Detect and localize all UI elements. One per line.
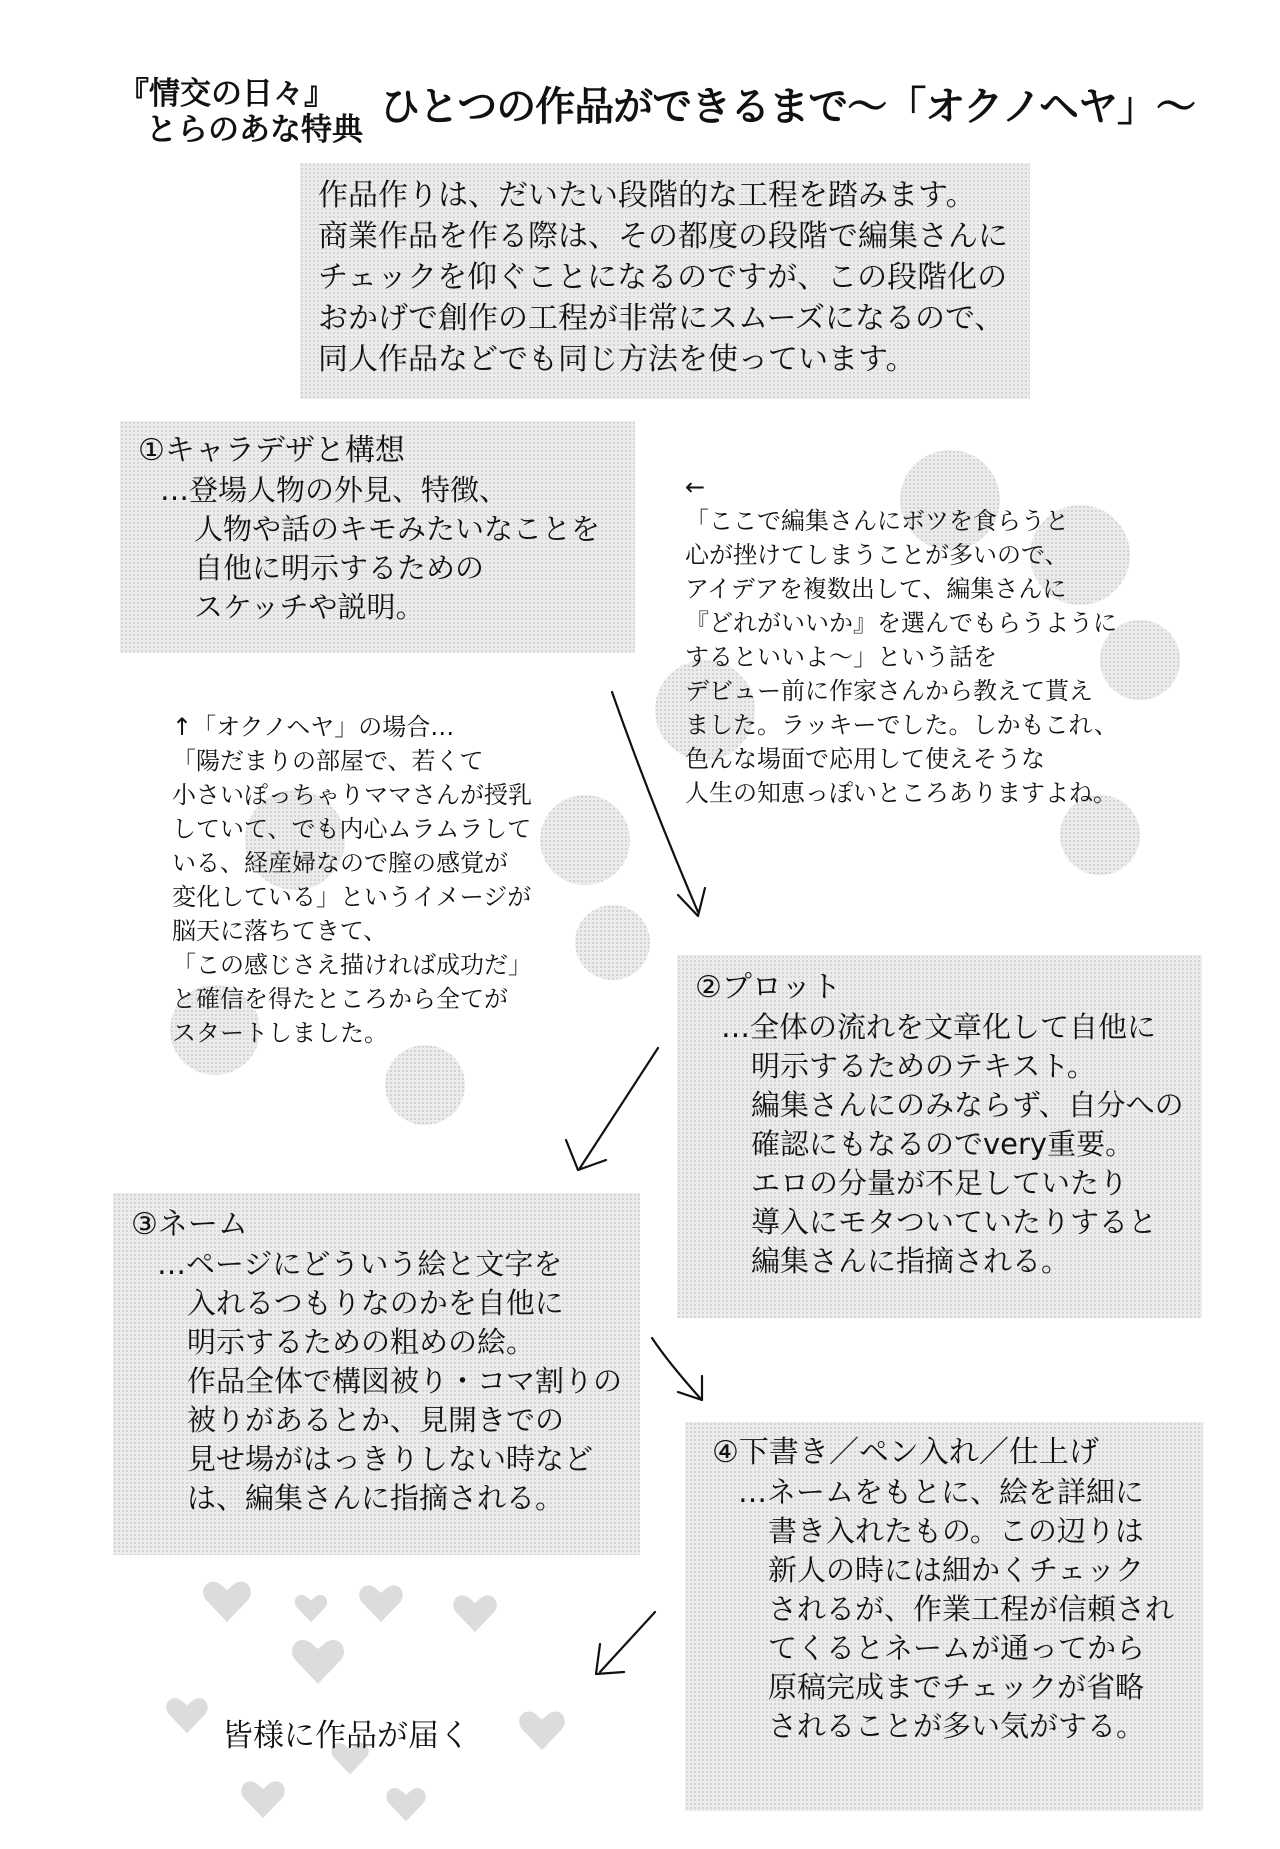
side-note-line: 「この感じさえ描ければ成功だ」 <box>172 951 532 979</box>
step-line: …ページにどういう絵と文字を <box>157 1247 563 1281</box>
step-line: されるが、作業工程が信頼され <box>768 1592 1175 1626</box>
intro-line: チェックを仰ぐことになるのですが、この段階化の <box>318 260 1008 295</box>
step-line: 原稿完成までチェックが省略 <box>768 1670 1145 1704</box>
step-line: 編集さんにのみならず、自分への <box>751 1088 1184 1122</box>
step-line: 自他に明示するための <box>194 551 485 585</box>
arrow-icon <box>612 692 698 912</box>
step-line: 被りがあるとか、見開きでの <box>187 1403 565 1437</box>
arrow-icon <box>580 1048 658 1168</box>
side-note-line: 『どれがいいか』を選んでもらうように <box>685 609 1117 637</box>
header-tag-line: とらのあな特典 <box>146 112 363 148</box>
side-note-line: 小さいぽっちゃりママさんが授乳 <box>172 781 532 809</box>
step-line: 編集さんに指摘される。 <box>751 1244 1071 1278</box>
page-title: ひとつの作品ができるまで〜「オクノヘヤ」〜 <box>380 84 1195 130</box>
intro-line: 作品作りは、だいたい段階的な工程を踏みます。 <box>318 178 976 213</box>
step-line: 見せ場がはっきりしない時など <box>187 1442 594 1476</box>
step-line: 作品全体で構図被り・コマ割りの <box>187 1364 623 1398</box>
step-title: ②プロット <box>695 970 842 1005</box>
side-note-line: スタートしました。 <box>172 1019 388 1047</box>
step-line: てくるとネームが通ってから <box>768 1631 1146 1665</box>
arrow-icon <box>652 1338 700 1398</box>
side-note-line: デビュー前に作家さんから教えて貰え <box>685 677 1093 705</box>
arrow-icon <box>566 1140 606 1170</box>
side-note-line: 色んな場面で応用して使えそうな <box>685 745 1045 773</box>
step-title: ①キャラデザと構想 <box>138 433 405 468</box>
step-line: 書き入れたもの。この辺りは <box>768 1514 1144 1548</box>
step-title: ④下書き／ペン入れ／仕上げ <box>712 1435 1099 1470</box>
intro-line: 同人作品などでも同じ方法を使っています。 <box>318 342 916 377</box>
step-line: 人物や話のキモみたいなことを <box>194 512 601 546</box>
step-line: 導入にモタついていたりすると <box>751 1205 1158 1239</box>
arrow-icon <box>596 1644 624 1674</box>
side-note-line: 人生の知恵っぽいところありますよね。 <box>685 779 1117 807</box>
intro-line: 商業作品を作る際は、その都度の段階で編集さんに <box>318 219 1008 254</box>
step-line: …登場人物の外見、特徴、 <box>160 473 509 507</box>
side-note-line: していて、でも内心ムラムラして <box>172 815 532 843</box>
step-line: されることが多い気がする。 <box>768 1709 1146 1743</box>
step-line: 明示するためのテキスト。 <box>751 1049 1096 1083</box>
step-line: …全体の流れを文章化して自他に <box>721 1010 1157 1044</box>
arrow-icon <box>600 1612 655 1672</box>
step-title: ③ネーム <box>131 1207 248 1242</box>
intro-line: おかげで創作の工程が非常にスムーズになるので、 <box>318 301 1005 336</box>
arrow-icon <box>678 888 705 916</box>
step-line: 確認にもなるのでvery重要。 <box>751 1127 1135 1161</box>
side-note-line: 脳天に落ちてきて、 <box>172 917 388 945</box>
ending-text: 皆様に作品が届く <box>222 1718 470 1754</box>
side-note-line: ← <box>685 473 706 501</box>
side-note-line: 心が挫けてしまうことが多いので、 <box>685 541 1069 569</box>
step-line: は、編集さんに指摘される。 <box>187 1481 565 1515</box>
side-note-line: 変化している」というイメージが <box>172 883 532 911</box>
step-line: 新人の時には細かくチェック <box>768 1553 1145 1587</box>
step-line: スケッチや説明。 <box>194 590 425 624</box>
side-note-line: アイデアを複数出して、編集さんに <box>685 575 1067 603</box>
side-note-line: と確信を得たところから全てが <box>172 985 508 1013</box>
step-line: 入れるつもりなのかを自他に <box>187 1286 564 1320</box>
header-tag-line: 『情交の日々』 <box>118 76 335 112</box>
side-note-line: 「ここで編集さんにボツを食らうと <box>685 507 1069 535</box>
step-line: 明示するための粗めの絵。 <box>187 1325 536 1359</box>
step-line: エロの分量が不足していたり <box>751 1166 1129 1200</box>
side-note-line: 「陽だまりの部屋で、若くて <box>172 747 484 775</box>
side-note-line: ました。ラッキーでした。しかもこれ、 <box>685 711 1118 739</box>
side-note-line: いる、経産婦なので膣の感覚が <box>172 849 508 877</box>
side-note-line: ↑「オクノヘヤ」の場合… <box>172 713 455 741</box>
step-line: …ネームをもとに、絵を詳細に <box>738 1475 1145 1509</box>
side-note-line: するといいよ〜」という話を <box>685 643 997 671</box>
